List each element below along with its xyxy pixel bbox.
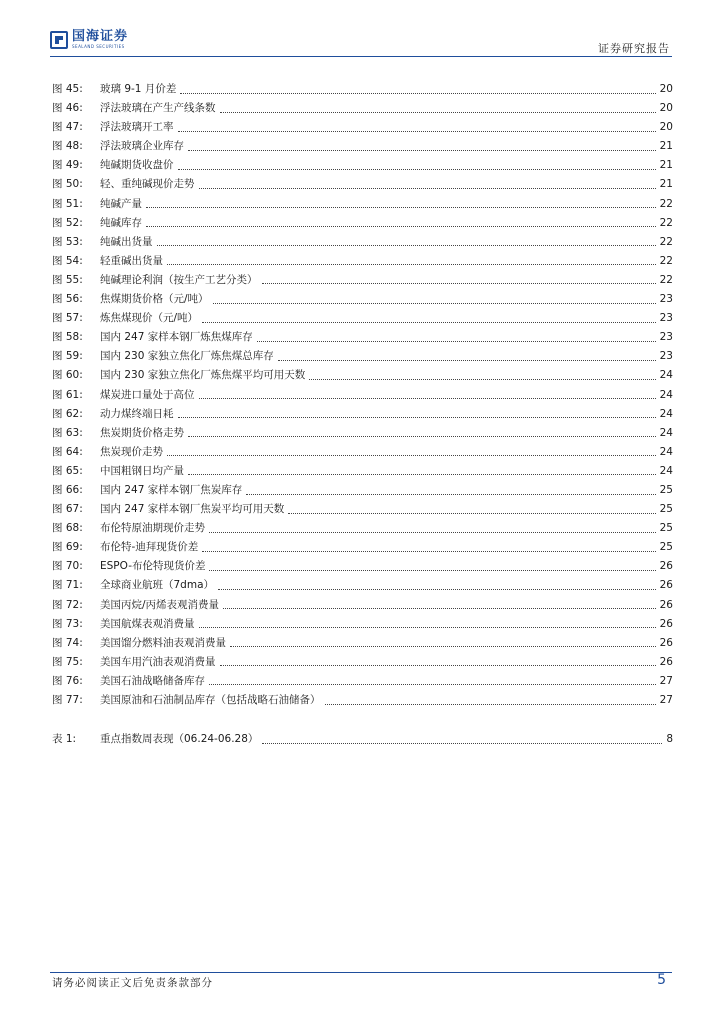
dot-leader xyxy=(230,645,656,647)
dot-leader xyxy=(278,359,656,361)
entry-label: 图 75: xyxy=(52,655,83,668)
entry-label: 图 51: xyxy=(52,197,83,210)
footer-divider xyxy=(50,972,672,973)
entry-title: 美国航煤表观消费量 xyxy=(100,617,195,630)
entry-page-number: 23 xyxy=(659,293,673,306)
entry-page-number: 24 xyxy=(659,407,673,420)
dot-leader xyxy=(209,569,655,571)
table-entry[interactable] xyxy=(52,730,673,749)
entry-title: 焦炭现价走势 xyxy=(100,445,163,458)
entry-title: 浮法玻璃在产生产线条数 xyxy=(100,102,216,115)
entry-label: 图 66: xyxy=(52,483,83,496)
entry-page-number: 24 xyxy=(659,369,673,382)
entry-label: 图 63: xyxy=(52,426,83,439)
entry-title: 轻重碱出货量 xyxy=(100,254,163,267)
dot-leader xyxy=(202,321,656,323)
figure-entry[interactable] xyxy=(52,156,673,175)
entry-title: 轻、重纯碱现价走势 xyxy=(100,178,195,191)
dot-leader xyxy=(146,225,656,227)
dot-leader xyxy=(188,149,656,151)
figure-entry[interactable] xyxy=(52,137,673,156)
entry-page-number: 21 xyxy=(659,140,673,153)
figure-entry[interactable] xyxy=(52,596,673,615)
figure-entry[interactable] xyxy=(52,653,673,672)
entry-page-number: 23 xyxy=(659,312,673,325)
entry-label: 图 46: xyxy=(52,102,83,115)
entry-page-number: 27 xyxy=(659,674,673,687)
report-type-label: 证券研究报告 xyxy=(598,42,670,55)
figure-entry[interactable] xyxy=(52,405,673,424)
entry-title: 焦炭期货价格走势 xyxy=(100,426,184,439)
figure-entry[interactable] xyxy=(52,481,673,500)
dot-leader xyxy=(167,454,656,456)
entry-page-number: 25 xyxy=(659,522,673,535)
entry-page-number: 24 xyxy=(659,445,673,458)
section-gap xyxy=(52,710,673,730)
figure-entry[interactable] xyxy=(52,99,673,118)
dot-leader xyxy=(202,550,655,552)
dot-leader xyxy=(178,416,656,418)
dot-leader xyxy=(209,531,656,533)
entry-label: 图 70: xyxy=(52,560,83,573)
entry-label: 图 58: xyxy=(52,331,83,344)
entry-page-number: 26 xyxy=(659,655,673,668)
figure-entry[interactable] xyxy=(52,290,673,309)
logo-mark-icon xyxy=(50,31,68,49)
list-of-figures xyxy=(52,80,673,749)
entry-label: 图 65: xyxy=(52,464,83,477)
entry-label: 图 60: xyxy=(52,369,83,382)
entry-page-number: 25 xyxy=(659,503,673,516)
company-logo xyxy=(50,30,128,49)
entry-label: 图 54: xyxy=(52,254,83,267)
figure-entry[interactable] xyxy=(52,118,673,137)
disclaimer-note: 请务必阅读正文后免责条款部分 xyxy=(52,977,213,989)
dot-leader xyxy=(220,111,656,113)
dot-leader xyxy=(246,493,655,495)
entry-page-number: 24 xyxy=(659,464,673,477)
dot-leader xyxy=(288,512,655,514)
entry-title: 炼焦煤现价（元/吨） xyxy=(100,312,199,325)
entry-page-number: 23 xyxy=(659,350,673,363)
dot-leader xyxy=(309,378,655,380)
dot-leader xyxy=(218,588,656,590)
entry-page-number: 20 xyxy=(659,102,673,115)
entry-page-number: 22 xyxy=(659,216,673,229)
figure-entry[interactable] xyxy=(52,500,673,519)
dot-leader xyxy=(325,703,656,705)
figure-entry[interactable] xyxy=(52,424,673,443)
entry-label: 图 74: xyxy=(52,636,83,649)
entry-label: 图 59: xyxy=(52,350,83,363)
entry-title: 布伦特原油期现价走势 xyxy=(100,522,205,535)
logo-name-en: SEALAND SECURITIES xyxy=(72,44,125,49)
table-entries xyxy=(52,730,673,749)
entry-title: 全球商业航班（7dma） xyxy=(100,579,215,592)
dot-leader xyxy=(167,263,656,265)
entry-page-number: 8 xyxy=(666,733,673,746)
entry-label: 图 57: xyxy=(52,312,83,325)
figure-entry[interactable] xyxy=(52,252,673,271)
entry-page-number: 25 xyxy=(659,541,673,554)
entry-page-number: 26 xyxy=(659,617,673,630)
dot-leader xyxy=(146,206,656,208)
entry-page-number: 26 xyxy=(659,579,673,592)
entry-page-number: 22 xyxy=(659,254,673,267)
entry-label: 图 45: xyxy=(52,83,83,95)
figure-entry[interactable] xyxy=(52,519,673,538)
entry-label: 图 48: xyxy=(52,140,83,153)
entry-title: 美国原油和石油制品库存（包括战略石油储备） xyxy=(100,694,321,706)
entry-page-number: 22 xyxy=(659,273,673,286)
entry-label: 图 71: xyxy=(52,579,83,592)
figure-entry[interactable] xyxy=(52,328,673,347)
entry-page-number: 20 xyxy=(659,121,673,134)
entry-title: 纯碱库存 xyxy=(100,216,142,229)
entry-title: 动力煤终端日耗 xyxy=(100,407,174,420)
entry-label: 图 61: xyxy=(52,388,83,401)
dot-leader xyxy=(223,607,656,609)
dot-leader xyxy=(262,742,662,744)
entry-title: 美国丙烷/丙烯表观消费量 xyxy=(100,598,220,611)
entry-title: 焦煤期货价格（元/吨） xyxy=(100,293,209,306)
figure-entry[interactable] xyxy=(52,576,673,595)
entry-label: 图 47: xyxy=(52,121,83,134)
entry-label: 图 55: xyxy=(52,273,83,286)
figure-entry[interactable] xyxy=(52,615,673,634)
figure-entry[interactable] xyxy=(52,80,673,99)
entry-page-number: 26 xyxy=(659,560,673,573)
entry-title: 纯碱期货收盘价 xyxy=(100,159,174,172)
entry-label: 图 64: xyxy=(52,445,83,458)
figure-entry[interactable] xyxy=(52,634,673,653)
figure-entry[interactable] xyxy=(52,366,673,385)
entry-title: 国内 247 家样本钢厂焦炭平均可用天数 xyxy=(100,503,285,516)
entry-label: 图 73: xyxy=(52,617,83,630)
figure-entry[interactable] xyxy=(52,462,673,481)
dot-leader xyxy=(213,302,656,304)
entry-label: 图 62: xyxy=(52,407,83,420)
figure-entry[interactable] xyxy=(52,214,673,233)
entry-page-number: 24 xyxy=(659,388,673,401)
entry-title: 国内 247 家样本钢厂焦炭库存 xyxy=(100,483,243,496)
figure-entry[interactable] xyxy=(52,195,673,214)
figure-entry[interactable] xyxy=(52,691,673,710)
entry-title: 浮法玻璃企业库存 xyxy=(100,140,184,153)
entry-page-number: 22 xyxy=(659,235,673,248)
entry-title: 布伦特-迪拜现货价差 xyxy=(100,541,199,554)
logo-name-cn: 国海证券 xyxy=(72,29,129,44)
entry-page-number: 26 xyxy=(659,636,673,649)
dot-leader xyxy=(157,244,656,246)
figure-entry[interactable] xyxy=(52,309,673,328)
page-header xyxy=(0,0,724,60)
dot-leader xyxy=(188,435,656,437)
figure-entry[interactable] xyxy=(52,386,673,405)
figure-entry[interactable] xyxy=(52,233,673,252)
entry-title: 浮法玻璃开工率 xyxy=(100,121,174,134)
entry-page-number: 26 xyxy=(659,598,673,611)
dot-leader xyxy=(199,187,656,189)
entry-title: 国内 247 家样本钢厂炼焦煤库存 xyxy=(100,331,253,344)
dot-leader xyxy=(188,473,656,475)
dot-leader xyxy=(257,340,656,342)
entry-title: 纯碱出货量 xyxy=(100,235,153,248)
entry-label: 图 72: xyxy=(52,598,83,611)
entry-label: 图 56: xyxy=(52,293,83,306)
dot-leader xyxy=(199,626,656,628)
entry-label: 图 67: xyxy=(52,503,83,516)
figure-entry[interactable] xyxy=(52,347,673,366)
entry-title: ESPO-布伦特现货价差 xyxy=(100,560,206,573)
dot-leader xyxy=(178,168,656,170)
entry-label: 图 77: xyxy=(52,694,83,706)
figure-entry[interactable] xyxy=(52,271,673,290)
dot-leader xyxy=(220,664,656,666)
figure-entry[interactable] xyxy=(52,557,673,576)
entry-title: 美国车用汽油表观消费量 xyxy=(100,655,216,668)
entry-page-number: 25 xyxy=(659,483,673,496)
dot-leader xyxy=(180,92,655,94)
entry-title: 纯碱理论利润（按生产工艺分类） xyxy=(100,273,258,286)
entry-label: 图 69: xyxy=(52,541,83,554)
entry-title: 玻璃 9-1 月价差 xyxy=(100,83,177,95)
dot-leader xyxy=(178,130,656,132)
entry-page-number: 23 xyxy=(659,331,673,344)
entry-page-number: 21 xyxy=(659,159,673,172)
entry-title: 纯碱产量 xyxy=(100,197,142,210)
figure-entry[interactable] xyxy=(52,175,673,194)
header-divider xyxy=(50,56,672,57)
figure-entries xyxy=(52,80,673,710)
entry-label: 图 76: xyxy=(52,674,83,687)
dot-leader xyxy=(262,282,656,284)
entry-title: 美国石油战略储备库存 xyxy=(100,674,205,687)
entry-title: 重点指数周表现（06.24-06.28） xyxy=(100,733,259,746)
entry-page-number: 24 xyxy=(659,426,673,439)
entry-label: 图 49: xyxy=(52,159,83,172)
entry-title: 中国粗钢日均产量 xyxy=(100,464,184,477)
figure-entry[interactable] xyxy=(52,538,673,557)
entry-label: 图 53: xyxy=(52,235,83,248)
entry-page-number: 20 xyxy=(659,83,673,95)
entry-label: 图 50: xyxy=(52,178,83,191)
entry-title: 煤炭进口量处于高位 xyxy=(100,388,195,401)
dot-leader xyxy=(209,683,656,685)
entry-label: 表 1: xyxy=(52,733,77,746)
page-number: 5 xyxy=(657,972,666,988)
entry-page-number: 27 xyxy=(659,694,673,706)
entry-title: 美国馏分燃料油表观消费量 xyxy=(100,636,226,649)
entry-label: 图 68: xyxy=(52,522,83,535)
entry-page-number: 21 xyxy=(659,178,673,191)
figure-entry[interactable] xyxy=(52,672,673,691)
entry-page-number: 22 xyxy=(659,197,673,210)
figure-entry[interactable] xyxy=(52,443,673,462)
entry-label: 图 52: xyxy=(52,216,83,229)
entry-title: 国内 230 家独立焦化厂炼焦煤总库存 xyxy=(100,350,274,363)
entry-title: 国内 230 家独立焦化厂炼焦煤平均可用天数 xyxy=(100,369,306,382)
dot-leader xyxy=(199,397,656,399)
